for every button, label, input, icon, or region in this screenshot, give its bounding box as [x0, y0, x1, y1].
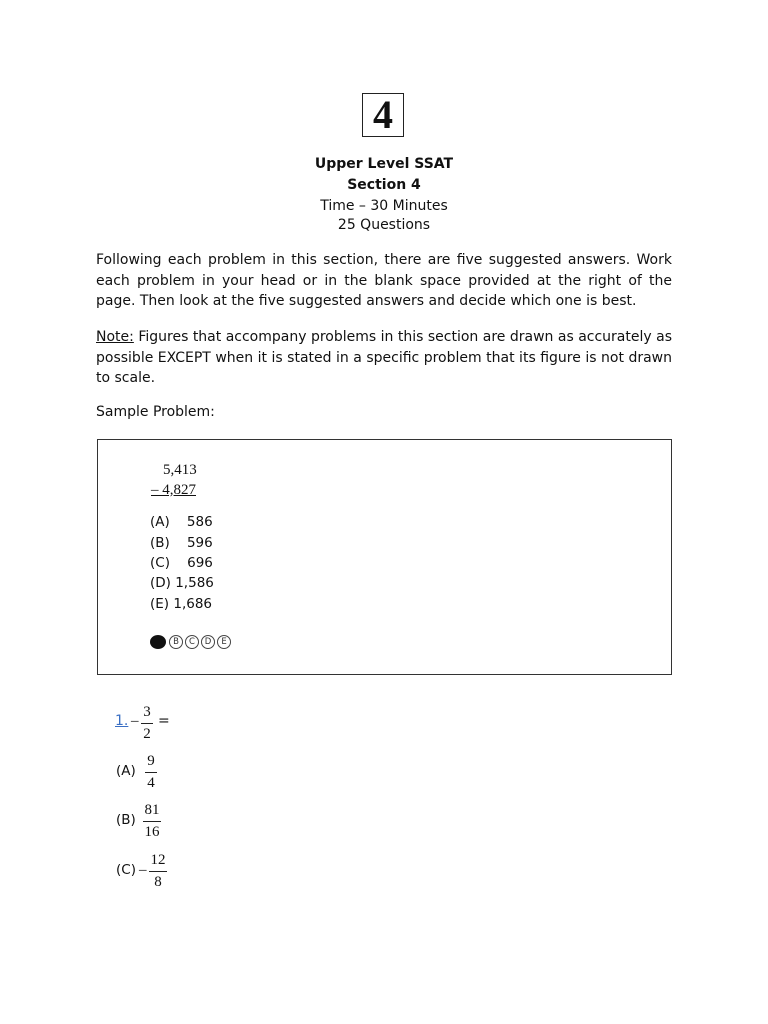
fraction-bar: [141, 723, 153, 724]
question-1-minus: –: [131, 713, 139, 729]
section-title: Section 4: [347, 177, 421, 193]
option-a-fraction: [145, 752, 157, 792]
option-a-label: (A): [116, 763, 136, 779]
sample-subtrahend: – 4,827: [151, 482, 196, 498]
note-text: Figures that accompany problems in this section are drawn as accurately as possible EXCEPT when it is stated in a specific problem that its figure is not drawn to scale.: [96, 329, 672, 386]
sample-problem-label: Sample Problem:: [96, 404, 215, 420]
fraction-numerator: 81: [144, 802, 160, 818]
fraction-denominator: 16: [144, 824, 160, 840]
option-c-fraction: [149, 851, 167, 891]
test-title: Upper Level SSAT: [314, 156, 454, 172]
fraction-bar: [143, 821, 161, 822]
option-c-label: (C): [116, 862, 136, 878]
question-1-fraction: [141, 703, 153, 743]
section-number: 4: [373, 92, 393, 137]
note-paragraph: [96, 327, 672, 389]
bubble-a-filled: [150, 635, 166, 649]
fraction-denominator: 8: [154, 874, 162, 890]
option-c-minus: –: [139, 862, 147, 878]
question-1-number-link[interactable]: 1.: [115, 713, 129, 729]
section-number-box: [362, 93, 404, 137]
bubble-e: E: [217, 635, 231, 649]
fraction-bar: [149, 871, 167, 872]
bubble-c: C: [185, 635, 199, 649]
fraction-denominator: 4: [147, 775, 155, 791]
fraction-bar: [145, 772, 157, 773]
sample-answer-bubbles: [150, 633, 231, 651]
question-count: 25 Questions: [337, 217, 431, 233]
fraction-numerator: 9: [147, 753, 155, 769]
fraction-denominator: 2: [143, 726, 151, 742]
question-1-equals: =: [158, 713, 170, 729]
time-limit: Time – 30 Minutes: [320, 198, 448, 214]
bubble-d: D: [201, 635, 215, 649]
option-b-label: (B): [116, 812, 136, 828]
instructions-paragraph: Following each problem in this section, there are five suggested answers. Work each problem in your head or in the blank space provided at the right of the page. Then look at the five suggested answers and decide which one is best.: [96, 252, 672, 309]
fraction-numerator: 3: [143, 704, 151, 720]
fraction-numerator: 12: [150, 852, 166, 868]
sample-choice-b: (B) 596: [150, 535, 213, 551]
sample-choice-a: (A) 586: [150, 514, 213, 530]
sample-choice-d: (D) 1,586: [150, 575, 214, 591]
sample-choice-c: (C) 696: [150, 555, 213, 571]
note-label: Note:: [96, 329, 134, 345]
sample-minuend: 5,413: [163, 462, 197, 478]
bubble-b: B: [169, 635, 183, 649]
option-b-fraction: [143, 801, 161, 841]
sample-choice-e: (E) 1,686: [150, 596, 213, 612]
